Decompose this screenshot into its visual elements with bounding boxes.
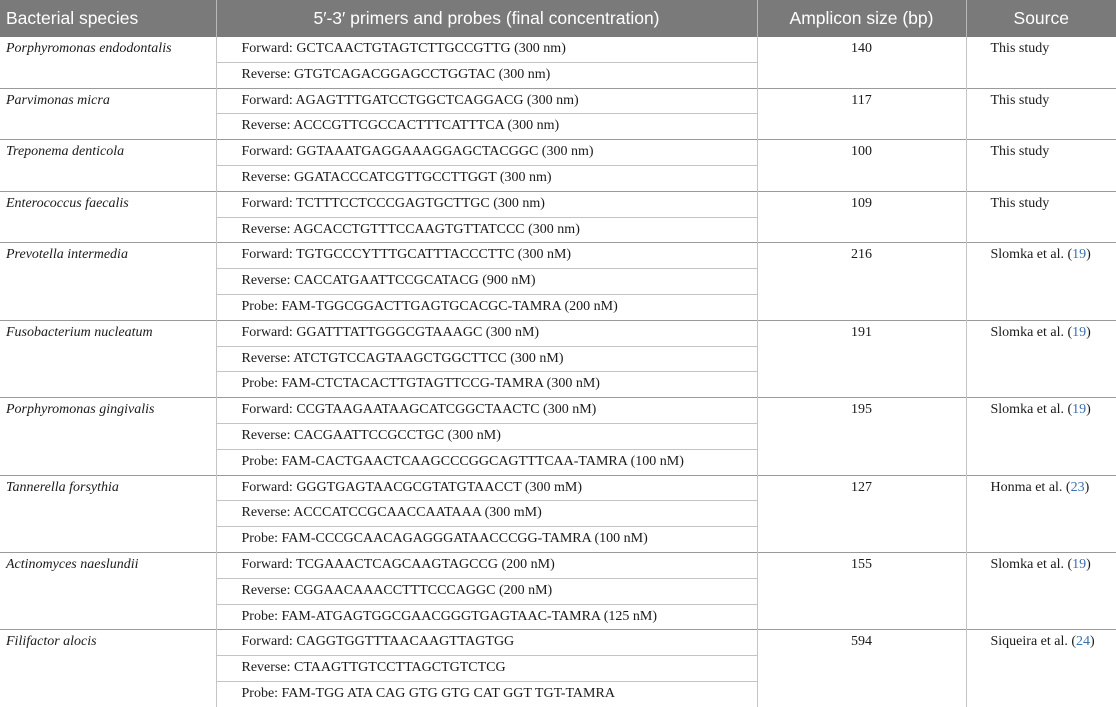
primer-cell: Reverse: CGGAACAAACCTTTCCCAGGC (200 nM) — [216, 578, 757, 604]
source-text: Slomka et al. ( — [990, 402, 1073, 418]
primer-cell: Probe: FAM-TGG ATA CAG GTG GTG CAT GGT TGT-TAMRA — [216, 681, 757, 706]
primer-cell: Forward: TCTTTCCTCCCGAGTGCTTGC (300 nm) — [216, 191, 757, 217]
source-cell — [966, 140, 1116, 192]
primer-cell: Probe: FAM-CCCGCAACAGAGGGATAACCCGG-TAMRA (100 nM) — [216, 527, 757, 553]
primer-cell: Reverse: CTAAGTTGTCCTTAGCTGTCTCG — [216, 656, 757, 682]
source-text: This study — [990, 195, 1050, 211]
species-cell: Prevotella intermedia — [0, 243, 216, 320]
primer-cell: Forward: TGTGCCCYTTTGCATTTACCCTTC (300 nM) — [216, 243, 757, 269]
amplicon-cell: 195 — [757, 398, 966, 475]
primer-cell: Reverse: GGATACCCATCGTTGCCTTGGT (300 nm) — [216, 165, 757, 191]
amplicon-cell: 191 — [757, 320, 966, 397]
source-cell — [966, 37, 1116, 88]
source-cell — [966, 552, 1116, 629]
primer-cell: Reverse: ACCCATCCGCAACCAATAAA (300 mM) — [216, 501, 757, 527]
primer-cell: Probe: FAM-CACTGAACTCAAGCCCGGCAGTTTCAA-TAMRA (100 nM) — [216, 449, 757, 475]
primer-cell: Reverse: GTGTCAGACGGAGCCTGGTAC (300 nm) — [216, 62, 757, 88]
reference-link[interactable]: 19 — [1072, 247, 1087, 263]
source-text: Honma et al. ( — [990, 479, 1071, 495]
source-text: This study — [990, 144, 1050, 160]
source-cell — [966, 320, 1116, 397]
table-header-row — [0, 0, 1116, 37]
source-close: ) — [1090, 634, 1095, 650]
source-close: ) — [1086, 556, 1091, 572]
table-row — [0, 552, 1116, 578]
primer-cell: Probe: FAM-TGGCGGACTTGAGTGCACGC-TAMRA (200 nM) — [216, 294, 757, 320]
reference-link[interactable]: 23 — [1070, 479, 1085, 495]
reference-link[interactable]: 19 — [1072, 556, 1087, 572]
primer-cell: Forward: GGTAAATGAGGAAAGGAGCTACGGC (300 nm) — [216, 140, 757, 166]
primer-cell: Forward: TCGAAACTCAGCAAGTAGCCG (200 nM) — [216, 552, 757, 578]
table-row — [0, 243, 1116, 269]
primer-cell: Forward: GCTCAACTGTAGTCTTGCCGTTG (300 nm) — [216, 37, 757, 62]
source-close: ) — [1086, 324, 1091, 340]
header-amplicon: Amplicon size (bp) — [757, 0, 966, 37]
source-text: This study — [990, 92, 1050, 108]
source-cell — [966, 398, 1116, 475]
species-cell: Porphyromonas endodontalis — [0, 37, 216, 88]
amplicon-cell: 127 — [757, 475, 966, 552]
species-cell: Filifactor alocis — [0, 630, 216, 707]
table-row — [0, 191, 1116, 217]
table-row — [0, 320, 1116, 346]
table-row — [0, 140, 1116, 166]
primer-cell: Reverse: ATCTGTCCAGTAAGCTGGCTTCC (300 nM) — [216, 346, 757, 372]
table-row — [0, 475, 1116, 501]
species-cell: Parvimonas micra — [0, 88, 216, 140]
source-cell — [966, 88, 1116, 140]
source-text: Siqueira et al. ( — [990, 634, 1077, 650]
amplicon-cell: 109 — [757, 191, 966, 243]
source-cell — [966, 630, 1116, 707]
primer-cell: Probe: FAM-CTCTACACTTGTAGTTCCG-TAMRA (300 nM) — [216, 372, 757, 398]
primer-cell: Probe: FAM-ATGAGTGGCGAACGGGTGAGTAAC-TAMRA (125 nM) — [216, 604, 757, 630]
primer-cell: Reverse: CACCATGAATTCCGCATACG (900 nM) — [216, 269, 757, 295]
reference-link[interactable]: 19 — [1072, 324, 1087, 340]
source-cell — [966, 243, 1116, 320]
species-cell: Actinomyces naeslundii — [0, 552, 216, 629]
primer-cell: Reverse: CACGAATTCCGCCTGC (300 nM) — [216, 423, 757, 449]
source-text: Slomka et al. ( — [990, 324, 1073, 340]
table-row — [0, 398, 1116, 424]
source-close: ) — [1084, 479, 1090, 495]
amplicon-cell: 594 — [757, 630, 966, 707]
primer-cell: Reverse: AGCACCTGTTTCCAAGTGTTATCCC (300 nm) — [216, 217, 757, 243]
reference-link[interactable]: 24 — [1076, 634, 1091, 650]
primer-cell: Forward: GGGTGAGTAACGCGTATGTAACCT (300 mM) — [216, 475, 757, 501]
species-cell: Porphyromonas gingivalis — [0, 398, 216, 475]
species-cell: Enterococcus faecalis — [0, 191, 216, 243]
amplicon-cell: 100 — [757, 140, 966, 192]
amplicon-cell: 155 — [757, 552, 966, 629]
primer-cell: Forward: GGATTTATTGGGCGTAAAGC (300 nM) — [216, 320, 757, 346]
source-text: This study — [990, 41, 1050, 56]
source-close: ) — [1086, 247, 1091, 263]
source-cell — [966, 475, 1116, 552]
source-cell — [966, 191, 1116, 243]
primer-cell: Forward: AGAGTTTGATCCTGGCTCAGGACG (300 nm) — [216, 88, 757, 114]
species-cell: Treponema denticola — [0, 140, 216, 192]
reference-link[interactable]: 19 — [1072, 402, 1087, 418]
header-source: Source — [966, 0, 1116, 37]
header-species: Bacterial species — [0, 0, 216, 37]
species-cell: Fusobacterium nucleatum — [0, 320, 216, 397]
table-row — [0, 630, 1116, 656]
amplicon-cell: 216 — [757, 243, 966, 320]
primer-cell: Reverse: ACCCGTTCGCCACTTTCATTTCA (300 nm) — [216, 114, 757, 140]
header-primers: 5′-3′ primers and probes (final concentration) — [216, 0, 757, 37]
primer-cell: Forward: CCGTAAGAATAAGCATCGGCTAACTC (300 nM) — [216, 398, 757, 424]
amplicon-cell: 117 — [757, 88, 966, 140]
table-body — [0, 37, 1116, 707]
source-close: ) — [1086, 402, 1091, 418]
species-cell: Tannerella forsythia — [0, 475, 216, 552]
table-row — [0, 37, 1116, 62]
source-text: Slomka et al. ( — [990, 556, 1073, 572]
source-text: Slomka et al. ( — [990, 247, 1073, 263]
primer-cell: Forward: CAGGTGGTTTAACAAGTTAGTGG — [216, 630, 757, 656]
table-row — [0, 88, 1116, 114]
amplicon-cell: 140 — [757, 37, 966, 88]
